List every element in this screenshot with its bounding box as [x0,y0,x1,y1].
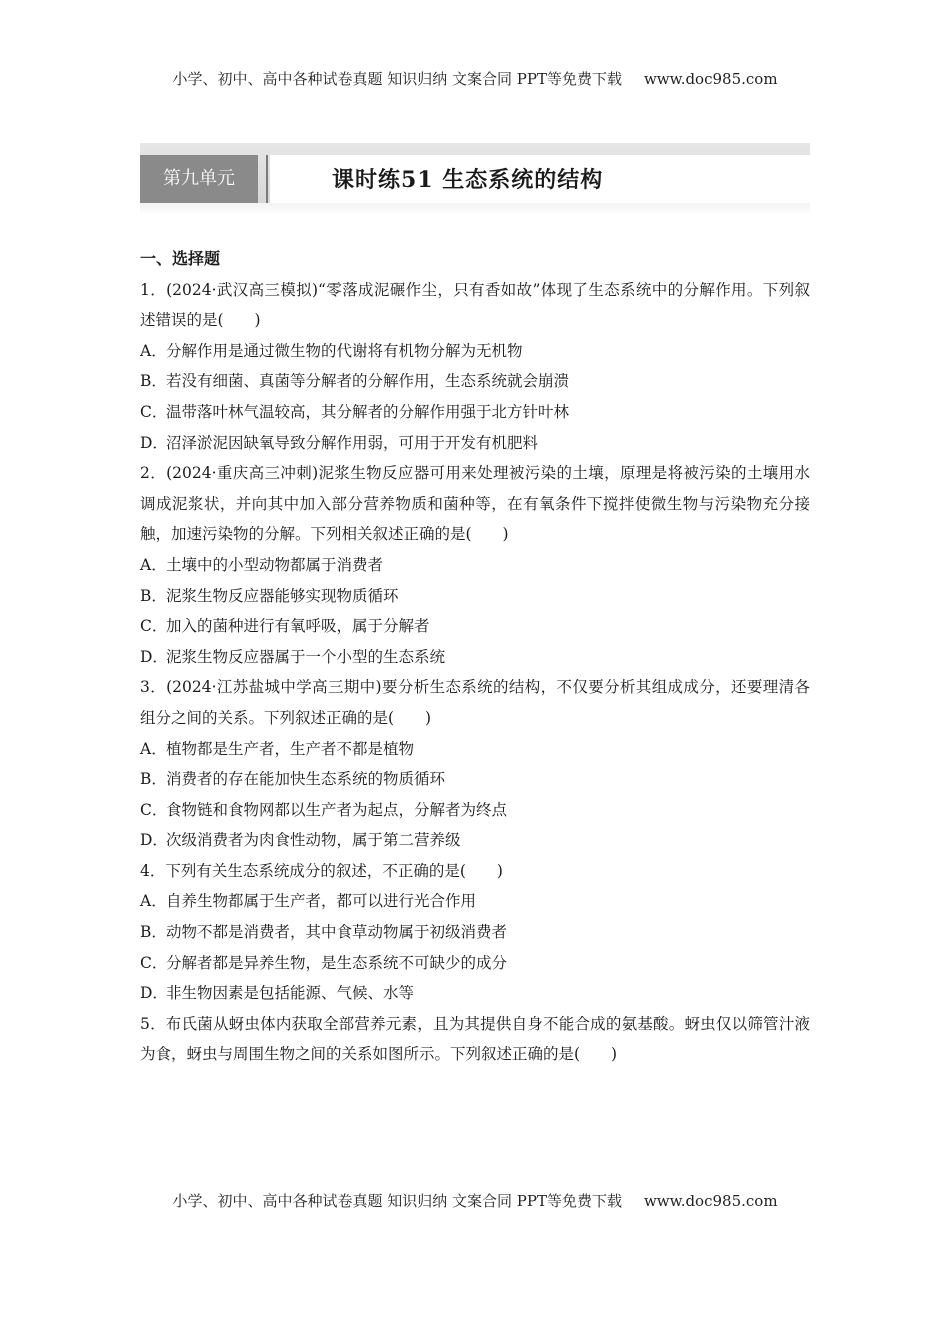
option-b: B．泥浆生物反应器能够实现物质循环 [140,586,399,605]
page-header [0,68,950,89]
unit-label: 第九单元 [140,155,258,203]
question-list [140,244,810,1070]
option-c: C．食物链和食物网都以生产者为起点，分解者为终点 [140,800,508,819]
option-c: C．加入的菌种进行有氧呼吸，属于分解者 [140,617,430,636]
option-a: A．土壤中的小型动物都属于消费者 [140,555,384,574]
question-1 [140,275,810,459]
option-d: D．非生物因素是包括能源、气候、水等 [140,984,415,1003]
unit-banner [140,143,810,215]
header-text: 小学、初中、高中各种试卷真题 知识归纳 文案合同 PPT等免费下载 [172,70,622,88]
header-url[interactable]: www.doc985.com [643,70,778,88]
option-d: D．泥浆生物反应器属于一个小型的生态系统 [140,647,446,666]
question-4 [140,856,810,1009]
question-stem: 3．(2024·江苏盐城中学高三期中)要分析生态系统的结构，不仅要分析其组成成分，还要理清各组分之间的关系。下列叙述正确的是( ) [140,678,810,727]
footer-url[interactable]: www.doc985.com [643,1192,778,1210]
question-3 [140,672,810,856]
option-c: C．温带落叶林气温较高，其分解者的分解作用强于北方针叶林 [140,402,570,421]
option-c: C．分解者都是异养生物，是生态系统不可缺少的成分 [140,953,508,972]
option-b: B．消费者的存在能加快生态系统的物质循环 [140,770,446,789]
option-b: B．动物不都是消费者，其中食草动物属于初级消费者 [140,923,508,942]
option-d: D．次级消费者为肉食性动物，属于第二营养级 [140,831,461,850]
footer-text: 小学、初中、高中各种试卷真题 知识归纳 文案合同 PPT等免费下载 [172,1192,622,1210]
option-b: B．若没有细菌、真菌等分解者的分解作用，生态系统就会崩溃 [140,372,570,391]
question-stem: 4．下列有关生态系统成分的叙述，不正确的是( ) [140,861,503,880]
question-2 [140,458,810,672]
option-a: A．自养生物都属于生产者，都可以进行光合作用 [140,892,477,911]
page-footer [0,1190,950,1211]
lesson-title: 课时练51 生态系统的结构 [332,167,604,193]
option-a: A．分解作用是通过微生物的代谢将有机物分解为无机物 [140,341,523,360]
section-title: 一、选择题 [140,249,221,268]
question-stem: 2．(2024·重庆高三冲刺)泥浆生物反应器可用来处理被污染的土壤，原理是将被污染的土壤用水调成泥浆状，并向其中加入部分营养物质和菌种等，在有氧条件下搅拌使微生物与污染物充分接触，加速污染物的分解。下列相关叙述正确的是( ) [140,464,810,544]
option-d: D．沼泽淤泥因缺氧导致分解作用弱，可用于开发有机肥料 [140,433,539,452]
question-5 [140,1009,810,1070]
question-stem: 1．(2024·武汉高三模拟)“零落成泥碾作尘，只有香如故”体现了生态系统中的分解作用。下列叙述错误的是( ) [140,280,810,330]
question-stem: 5．布氏菌从蚜虫体内获取全部营养元素，且为其提供自身不能合成的氨基酸。蚜虫仅以筛管汁液为食，蚜虫与周围生物之间的关系如图所示。下列叙述正确的是( ) [140,1014,810,1064]
option-a: A．植物都是生产者，生产者不都是植物 [140,739,415,758]
